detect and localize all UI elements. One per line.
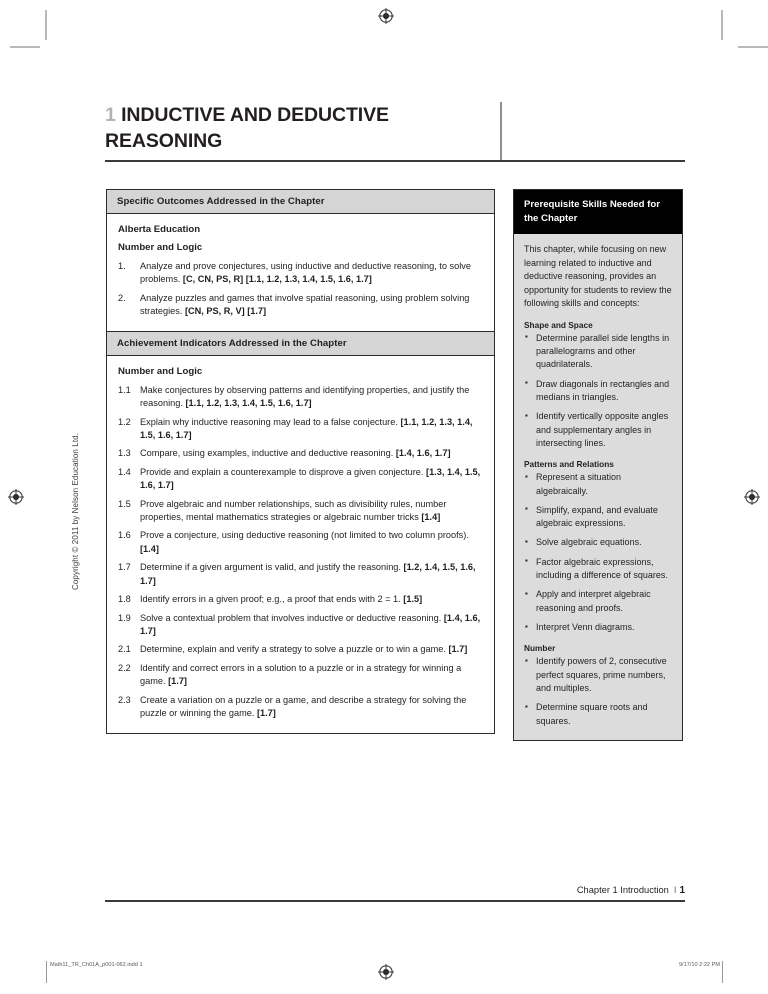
crop-mark-right-top	[738, 46, 768, 48]
item-text: Determine if a given argument is valid, and justify the reasoning.	[140, 562, 404, 573]
item-marker: 1.	[118, 261, 126, 271]
list-item	[524, 378, 672, 405]
bullet-text: Identify vertically opposite angles and supplementary angles in intersecting lines.	[536, 411, 669, 448]
slug-rule-left	[46, 961, 47, 983]
bullet-icon: ▪	[525, 536, 528, 546]
registration-mark-right	[744, 489, 760, 505]
item-marker: 1.6	[118, 530, 131, 541]
category-list-shape-and-space	[524, 332, 672, 451]
item-marker: 2.2	[118, 662, 131, 673]
category-list-patterns-and-relations	[524, 471, 672, 634]
bullet-text: Factor algebraic expressions, including a difference of squares.	[536, 556, 668, 581]
item-text: Solve a contextual problem that involves inductive or deductive reasoning.	[140, 612, 444, 623]
item-text: Explain why inductive reasoning may lead to a false conjecture.	[140, 416, 401, 427]
item-codes: [1.7]	[448, 644, 468, 655]
item-text: Identify errors in a given proof; e.g., a proof that ends with 2 = 1.	[140, 594, 404, 605]
category-heading-patterns-and-relations: Patterns and Relations	[524, 459, 614, 470]
item-marker: 1.7	[118, 562, 131, 573]
list-item	[118, 466, 482, 493]
list-item	[524, 588, 672, 615]
list-item	[524, 621, 672, 634]
bullet-text: Determine square roots and squares.	[536, 702, 648, 726]
item-codes: [1.7]	[256, 708, 276, 719]
achievement-indicators-header: Achievement Indicators Addressed in the Chapter	[107, 331, 494, 356]
footer-running-head	[105, 885, 685, 900]
slug-rule-right	[722, 961, 723, 983]
list-item	[118, 662, 482, 689]
bullet-icon: ▪	[525, 378, 528, 388]
list-item	[524, 471, 672, 498]
item-codes: [1.4]	[140, 543, 159, 554]
list-item	[118, 643, 482, 656]
item-text: Prove algebraic and number relationships, such as divisibility rules, number properties, mental mathematics strategies or algebraic number tricks	[140, 498, 447, 523]
item-marker: 1.2	[118, 416, 131, 427]
bullet-text: Apply and interpret algebraic reasoning and proofs.	[536, 589, 651, 613]
copyright-notice: Copyright © 2011 by Nelson Education Ltd.	[71, 432, 80, 590]
chapter-title-block	[105, 103, 685, 154]
category-heading-number: Number	[524, 643, 556, 654]
slug-file-name: Math11_TR_Ch01A_p001-062.indd 1	[50, 962, 143, 968]
bullet-icon: ▪	[525, 332, 528, 342]
footer-rule	[105, 900, 685, 902]
prerequisite-skills-box	[513, 189, 683, 741]
item-codes: [1.4, 1.6, 1.7]	[140, 612, 481, 637]
item-text: Analyze and prove conjectures, using inductive and deductive reasoning, to solve problems.	[140, 261, 471, 285]
strand-label-outcomes: Number and Logic	[118, 242, 203, 253]
list-item	[118, 612, 482, 639]
item-marker: 1.8	[118, 594, 131, 605]
crop-mark-top-left	[45, 10, 47, 40]
item-marker: 1.4	[118, 466, 131, 477]
bullet-icon: ▪	[525, 588, 528, 598]
bullet-icon: ▪	[525, 621, 528, 631]
crop-mark-left-top	[10, 46, 40, 48]
registration-mark-left	[8, 489, 24, 505]
item-marker: 2.	[118, 292, 126, 303]
item-text: Provide and explain a counterexample to disprove a given conjecture.	[140, 466, 427, 477]
prerequisite-intro: This chapter, while focusing on new learning related to inductive and deductive reasoning, provides an opportunity for students to review the following skills and concepts:	[524, 244, 672, 309]
specific-outcomes-header: Specific Outcomes Addressed in the Chapter	[107, 190, 494, 214]
item-codes: [C, CN, PS, R] [1.1, 1.2, 1.3, 1.4, 1.5, 1.6, 1.7]	[182, 274, 372, 285]
bullet-text: Draw diagonals in rectangles and medians in triangles.	[536, 378, 670, 402]
item-codes: [1.4, 1.6, 1.7]	[395, 448, 451, 459]
list-item	[118, 593, 482, 606]
specific-outcomes-box	[106, 189, 495, 734]
page-number: 1	[679, 885, 685, 896]
slug-timestamp: 9/17/10 2:22 PM	[678, 962, 720, 968]
item-text: Make conjectures by observing patterns and identifying properties, and justify the reasoning.	[140, 384, 470, 409]
list-item	[118, 447, 482, 460]
list-item	[524, 655, 672, 695]
bullet-text: Represent a situation algebraically.	[536, 472, 622, 496]
list-item	[118, 260, 482, 287]
registration-mark-top	[378, 8, 394, 24]
bullet-icon: ▪	[525, 655, 528, 665]
item-text: Prove a conjecture, using deductive reasoning (not limited to two column proofs).	[140, 530, 469, 541]
bullet-text: Identify powers of 2, consecutive perfect squares, prime numbers, and multiples.	[536, 656, 667, 693]
item-text: Identify and correct errors in a solution to a puzzle or in a strategy for winning a game.	[140, 662, 462, 687]
print-slug-line	[50, 962, 720, 968]
list-item	[524, 504, 672, 531]
bullet-text: Determine parallel side lengths in parallelograms and other quadrilaterals.	[536, 332, 670, 370]
bullet-icon: ▪	[525, 504, 528, 514]
list-item	[118, 292, 482, 319]
list-item	[524, 556, 672, 583]
list-item	[118, 416, 482, 443]
title-horizontal-rule	[105, 160, 685, 162]
item-codes: [1.4]	[421, 512, 441, 523]
bullet-icon: ▪	[525, 556, 528, 566]
item-marker: 2.3	[118, 694, 131, 705]
item-marker: 1.3	[118, 448, 131, 459]
item-text: Determine, explain and verify a strategy to solve a puzzle or to win a game.	[140, 644, 449, 655]
list-item	[524, 332, 672, 372]
item-codes: [1.2, 1.4, 1.5, 1.6, 1.7]	[140, 562, 476, 586]
prerequisite-skills-header: Prerequisite Skills Needed for the Chapter	[514, 190, 682, 234]
footer-separator: I	[673, 885, 677, 895]
item-marker: 2.1	[118, 644, 131, 655]
list-item	[118, 561, 482, 588]
achievement-indicators-body	[107, 356, 494, 733]
running-head-label: Chapter 1 Introduction	[576, 885, 669, 895]
title-vertical-rule	[500, 102, 502, 160]
list-item	[524, 701, 672, 728]
list-item	[118, 529, 482, 556]
list-item	[118, 384, 482, 411]
specific-outcomes-body	[107, 214, 494, 331]
crop-mark-top-right	[721, 10, 723, 40]
page-title	[105, 103, 495, 154]
chapter-number: 1	[105, 104, 116, 126]
bullet-icon: ▪	[525, 471, 528, 481]
item-marker: 1.1	[118, 384, 131, 395]
item-marker: 1.9	[118, 612, 131, 623]
bullet-text: Solve algebraic equations.	[536, 537, 642, 548]
item-marker: 1.5	[118, 498, 131, 509]
bullet-text: Interpret Venn diagrams.	[536, 622, 635, 633]
page-footer	[105, 885, 685, 902]
item-codes: [1.1, 1.2, 1.3, 1.4, 1.5, 1.6, 1.7]	[185, 398, 312, 409]
list-item	[118, 498, 482, 525]
category-list-number	[524, 655, 672, 728]
bullet-icon: ▪	[525, 410, 528, 420]
item-codes: [1.5]	[403, 594, 423, 605]
item-text: Create a variation on a puzzle or a game, and describe a strategy for solving the puzzle or winning the game.	[140, 694, 467, 719]
prerequisite-skills-body	[514, 234, 682, 740]
item-text: Compare, using examples, inductive and deductive reasoning.	[140, 448, 396, 459]
item-codes: [1.1, 1.2, 1.3, 1.4, 1.5, 1.6, 1.7]	[140, 416, 473, 440]
bullet-icon: ▪	[525, 701, 528, 711]
item-codes: [1.7]	[168, 676, 187, 687]
item-text: Analyze puzzles and games that involve spatial reasoning, using problem solving strategies.	[140, 292, 470, 317]
specific-outcomes-list	[118, 260, 482, 319]
achievement-indicators-list	[118, 384, 482, 721]
bullet-text: Simplify, expand, and evaluate algebraic expressions.	[536, 504, 658, 529]
item-codes: [1.3, 1.4, 1.5, 1.6, 1.7]	[140, 466, 481, 491]
authority-label: Alberta Education	[118, 224, 201, 235]
chapter-title-label: INDUCTIVE AND DEDUCTIVE REASONING	[105, 104, 389, 152]
category-heading-shape-and-space: Shape and Space	[524, 319, 593, 330]
list-item	[118, 694, 482, 721]
list-item	[524, 410, 672, 450]
item-codes: [CN, PS, R, V] [1.7]	[184, 306, 267, 317]
strand-label-indicators: Number and Logic	[118, 365, 203, 377]
list-item	[524, 536, 672, 549]
